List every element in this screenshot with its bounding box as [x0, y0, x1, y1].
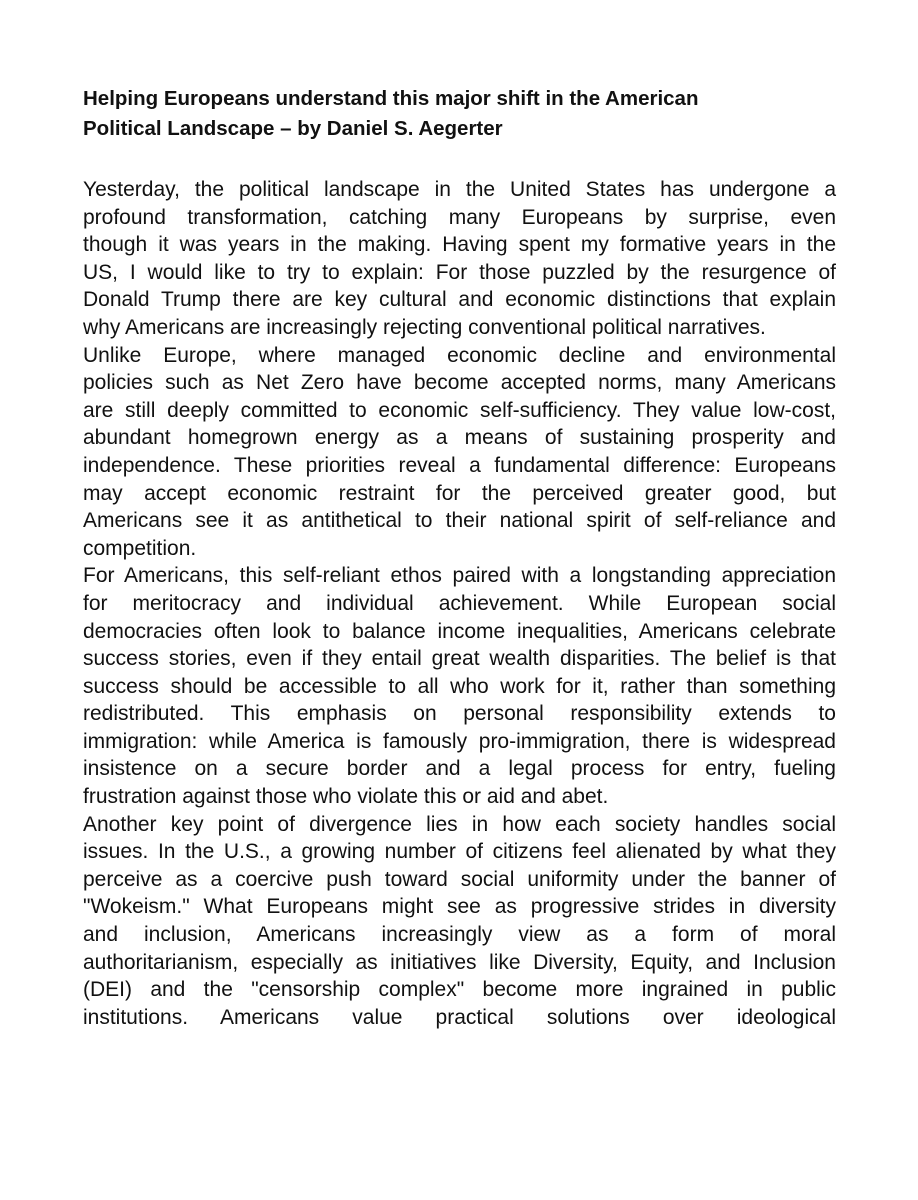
text-line: success stories, even if they entail great wealth disparities. The belief is that	[83, 647, 836, 671]
text-line: immigration: while America is famously pro-immigration, there is widespread	[83, 729, 836, 753]
text-line: for meritocracy and individual achievement. While European social	[83, 591, 836, 615]
text-line: Yesterday, the political landscape in the United States has undergone a	[83, 178, 836, 201]
text-line: insistence on a secure border and a legal process for entry, fueling	[83, 757, 836, 781]
text-line: Unlike Europe, where managed economic decline and environmental	[83, 343, 836, 367]
text-line: authoritarianism, especially as initiatives like Diversity, Equity, and Inclusion	[83, 950, 836, 974]
text-line: competition.	[83, 536, 197, 560]
text-line: Donald Trump there are key cultural and economic distinctions that explain	[83, 288, 836, 312]
paragraph	[83, 176, 836, 342]
text-line: Americans see it as antithetical to their national spirit of self-reliance and	[83, 509, 836, 533]
text-line: (DEI) and the "censorship complex" become more ingrained in public	[83, 978, 836, 1002]
document-title	[83, 84, 843, 144]
text-line: For Americans, this self-reliant ethos paired with a longstanding appreciation	[83, 564, 836, 588]
text-line: and inclusion, Americans increasingly view as a form of moral	[83, 923, 836, 947]
text-line: profound transformation, catching many Europeans by surprise, even	[83, 205, 836, 229]
text-line: why Americans are increasingly rejecting conventional political narratives.	[83, 315, 766, 339]
text-line: redistributed. This emphasis on personal responsibility extends to	[83, 702, 836, 726]
text-line: are still deeply committed to economic self-sufficiency. They value low-cost,	[83, 398, 836, 422]
text-line: abundant homegrown energy as a means of sustaining prosperity and	[83, 426, 836, 450]
paragraph	[83, 811, 836, 1032]
text-line: independence. These priorities reveal a fundamental difference: Europeans	[83, 453, 836, 477]
text-line: policies such as Net Zero have become accepted norms, many Americans	[83, 371, 836, 395]
text-line: US, I would like to try to explain: For those puzzled by the resurgence of	[83, 260, 836, 284]
text-line: frustration against those who violate this or aid and abet.	[83, 785, 609, 809]
title-line: Political Landscape – by Daniel S. Aegerter	[83, 117, 503, 140]
text-line: though it was years in the making. Having spent my formative years in the	[83, 233, 836, 257]
text-line: democracies often look to balance income inequalities, Americans celebrate	[83, 619, 836, 643]
document-body	[83, 176, 836, 1031]
text-line: Another key point of divergence lies in how each society handles social	[83, 812, 836, 836]
text-line: success should be accessible to all who work for it, rather than something	[83, 674, 836, 698]
title-line: Helping Europeans understand this major shift in the American	[83, 87, 699, 110]
text-line: issues. In the U.S., a growing number of citizens feel alienated by what they	[83, 840, 836, 864]
text-line: "Wokeism." What Europeans might see as progressive strides in diversity	[83, 895, 836, 919]
paragraph	[83, 342, 836, 563]
text-line: may accept economic restraint for the perceived greater good, but	[83, 481, 836, 505]
text-line: institutions. Americans value practical solutions over ideological	[83, 1005, 836, 1029]
text-line: perceive as a coercive push toward social uniformity under the banner of	[83, 867, 836, 891]
paragraph	[83, 562, 836, 810]
